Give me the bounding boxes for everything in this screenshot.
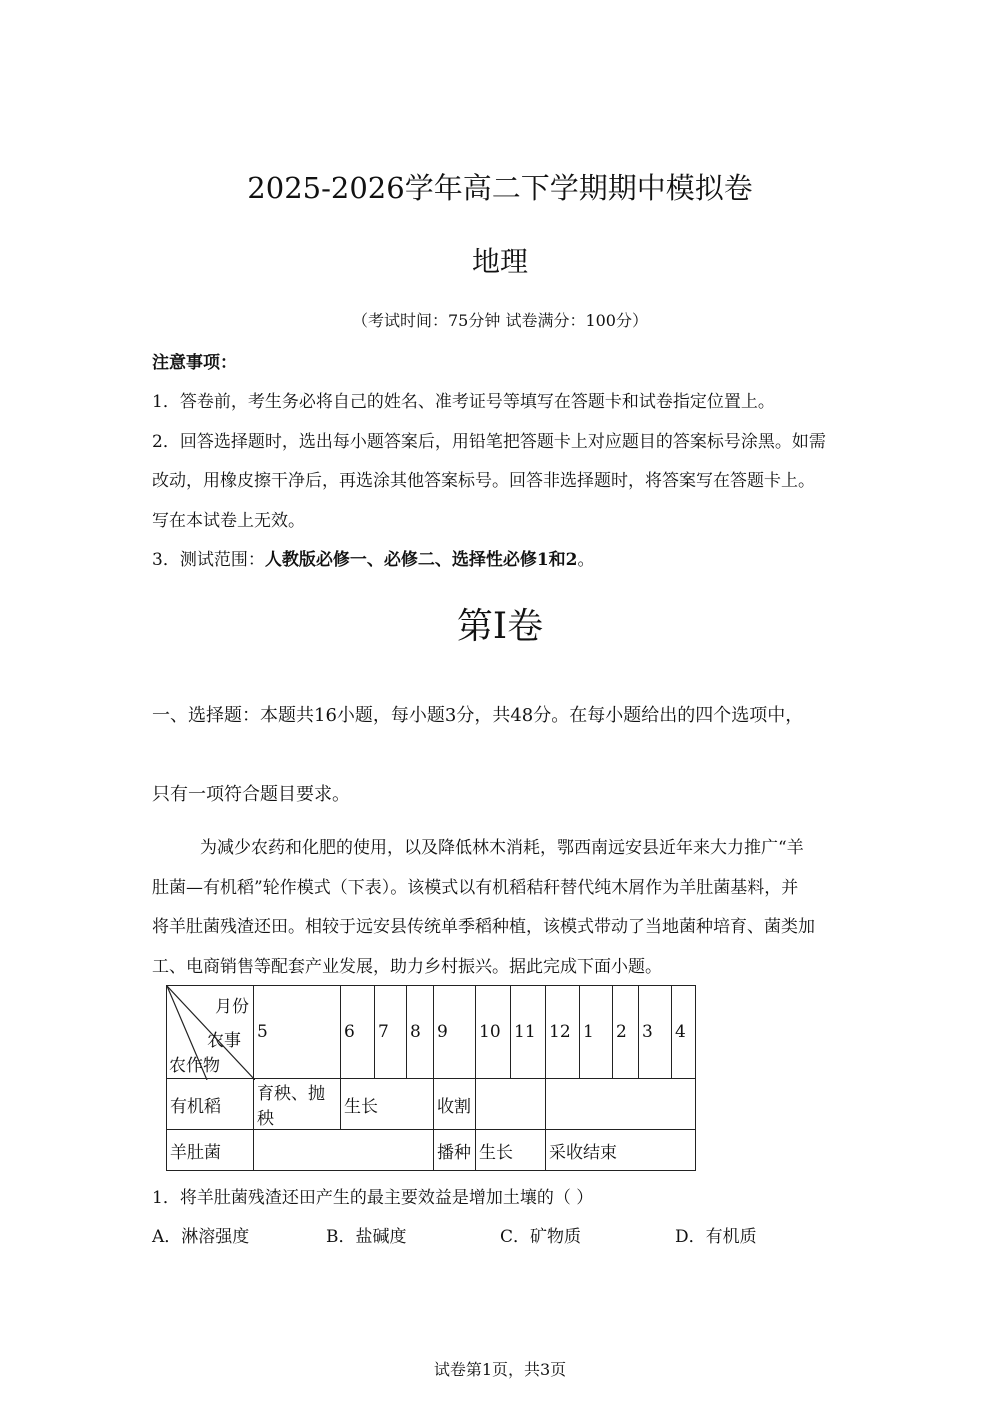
month-cell: 2 — [613, 986, 639, 1079]
month-cell: 10 — [476, 986, 511, 1079]
notes-item-1: 1．答卷前，考生务必将自己的姓名、准考证号等填写在答题卡和试卷指定位置上。 — [152, 392, 775, 412]
question-1-stem: 1．将羊肚菌残渣还田产生的最主要效益是增加土壤的（ ） — [152, 1188, 594, 1208]
notes-item-3-prefix: 3．测试范围： — [152, 550, 265, 570]
crop-rotation-table — [166, 985, 696, 1171]
month-cell: 9 — [434, 986, 476, 1079]
question-1-option-a: A．淋溶强度 — [152, 1227, 250, 1247]
notes-item-2-line-2: 改动，用橡皮擦干净后，再选涂其他答案标号。回答非选择题时，将答案写在答题卡上。 — [152, 471, 815, 491]
table-row — [167, 1130, 696, 1171]
month-cell: 8 — [407, 986, 434, 1079]
passage-line-1: 为减少农药和化肥的使用，以及降低林木消耗，鄂西南远安县近年来大力推广“羊 — [200, 838, 804, 858]
morel-growth-cell: 生长 — [476, 1130, 546, 1171]
passage-line-4: 工、电商销售等配套产业发展，助力乡村振兴。据此完成下面小题。 — [152, 957, 662, 977]
passage-line-3: 将羊肚菌残渣还田。相较于远安县传统单季稻种植，该模式带动了当地菌种培育、菌类加 — [152, 917, 815, 937]
rice-growth-cell: 生长 — [341, 1079, 434, 1130]
question-1-option-d: D．有机质 — [675, 1227, 757, 1247]
question-1-option-b: B．盐碱度 — [326, 1227, 407, 1247]
crop-name-morel: 羊肚菌 — [167, 1130, 254, 1171]
corner-label-month: 月份 — [215, 997, 249, 1017]
crop-name-rice: 有机稻 — [167, 1079, 254, 1130]
page-title: 2025-2026学年高二下学期期中模拟卷 — [247, 171, 753, 205]
month-cell: 5 — [254, 986, 341, 1079]
rice-harvest-cell: 收割 — [434, 1079, 476, 1130]
exam-time-info: （考试时间：75分钟 试卷满分：100分） — [352, 311, 648, 330]
notes-item-2-line-1: 2．回答选择题时，选出每小题答案后，用铅笔把答题卡上对应题目的答案标号涂黑。如需 — [152, 432, 826, 452]
month-cell: 7 — [375, 986, 407, 1079]
notes-heading: 注意事项： — [152, 353, 237, 373]
month-cell: 3 — [639, 986, 672, 1079]
corner-label-task: 农事 — [207, 1031, 241, 1051]
month-cell: 6 — [341, 986, 375, 1079]
notes-item-2-line-3: 写在本试卷上无效。 — [152, 511, 305, 531]
month-cell: 12 — [546, 986, 580, 1079]
page-footer: 试卷第1页，共3页 — [433, 1360, 567, 1379]
month-cell: 11 — [511, 986, 546, 1079]
month-cell: 1 — [580, 986, 613, 1079]
morel-sowing-cell: 播种 — [434, 1130, 476, 1171]
table-header-row — [167, 986, 696, 1079]
table-row — [167, 1079, 696, 1130]
subject-title: 地理 — [471, 245, 528, 278]
rice-empty-cell — [476, 1079, 546, 1130]
part-title: 第Ⅰ卷 — [456, 606, 544, 647]
table-corner-cell — [167, 986, 254, 1079]
section-instructions-line-2: 只有一项符合题目要求。 — [152, 784, 350, 805]
morel-harvest-end-cell: 采收结束 — [546, 1130, 696, 1171]
passage-line-2: 肚菌—有机稻”轮作模式（下表）。该模式以有机稻秸秆替代纯木屑作为羊肚菌基料，并 — [152, 878, 799, 898]
morel-empty-cell — [254, 1130, 434, 1171]
notes-item-3-suffix: 。 — [577, 550, 595, 570]
section-instructions-line-1: 一、选择题：本题共16小题，每小题3分，共48分。在每小题给出的四个选项中， — [152, 705, 804, 726]
question-1-option-c: C．矿物质 — [500, 1227, 582, 1247]
rice-empty-cell — [546, 1079, 696, 1130]
test-scope: 人教版必修一、必修二、选择性必修1和2 — [264, 550, 578, 570]
corner-label-crop: 农作物 — [169, 1056, 220, 1076]
notes-item-3 — [152, 545, 595, 570]
month-cell: 4 — [672, 986, 696, 1079]
rice-seedling-cell: 育秧、抛秧 — [254, 1079, 341, 1130]
